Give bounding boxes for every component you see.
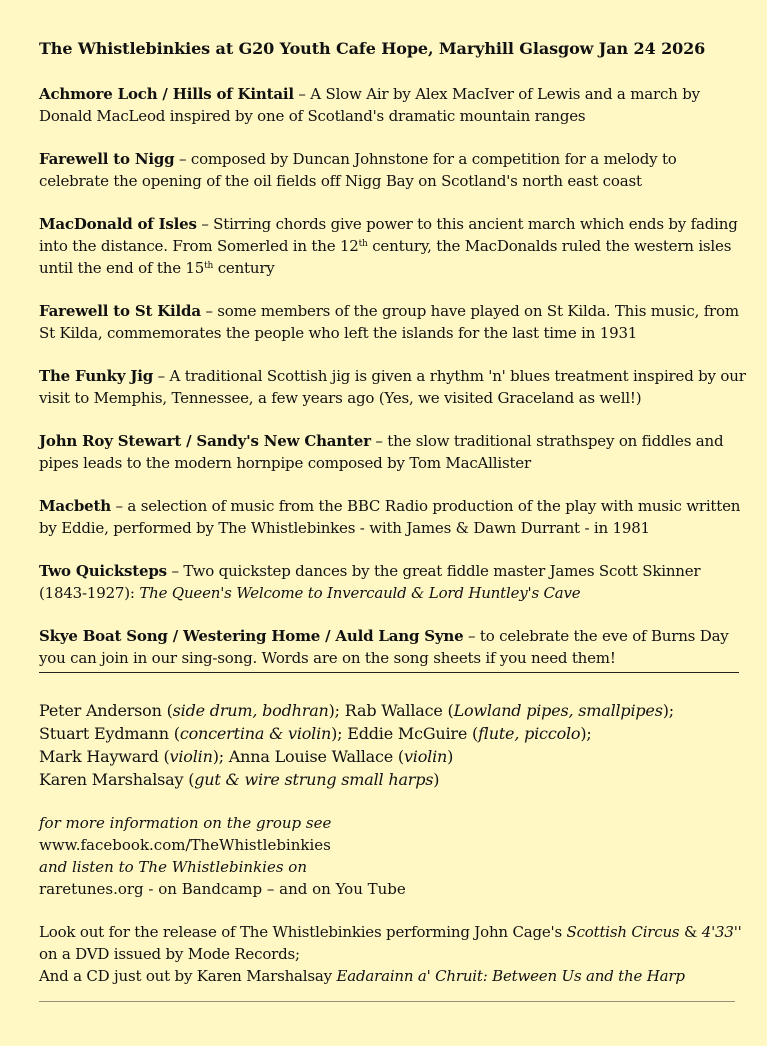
musician-text: ); Anna Louise Wallace ( — [212, 747, 404, 766]
piece-description: – to celebrate the eve of Burns Day you can join in our sing-song. Words are on the song sheets if you need them! — [39, 627, 729, 667]
piece-description: – A Slow Air by Alex MacIver of Lewis and a march by Donald MacLeod inspired by one of Scotland's dramatic mountain ranges — [39, 85, 700, 125]
musician-line — [39, 722, 747, 745]
piece-name: Macbeth — [39, 497, 111, 515]
work-title: Scottish Circus — [566, 923, 680, 941]
musician-line — [39, 768, 747, 791]
piece-funky-jig — [39, 365, 747, 409]
musician-text: Peter Anderson ( — [39, 701, 173, 720]
instrument: Lowland pipes, smallpipes — [453, 701, 663, 720]
piece-description: – Two quickstep dances by the great fiddle master James Scott Skinner (1843-1927): — [39, 562, 701, 602]
piece-john-roy-stewart — [39, 430, 747, 474]
musician-line — [39, 745, 747, 768]
release-cd — [39, 965, 747, 987]
musician-list — [39, 699, 747, 791]
musician-text: Mark Hayward ( — [39, 747, 170, 766]
release-dvd — [39, 921, 747, 965]
piece-name: Farewell to Nigg — [39, 150, 175, 168]
musician-text: Stuart Eydmann ( — [39, 724, 180, 743]
musician-text: ); — [580, 724, 592, 743]
listen-intro: and listen to The Whistlebinkies on — [39, 858, 307, 876]
piece-list — [39, 83, 747, 669]
piece-description: – some members of the group have played on St Kilda. This music, from St Kilda, commemorates the people who left the islands for the last time in 1931 — [39, 302, 739, 342]
piece-farewell-to-st-kilda — [39, 300, 747, 344]
piece-two-quicksteps — [39, 560, 747, 604]
piece-description: – composed by Duncan Johnstone for a competition for a melody to celebrate the opening of the oil fields off Nigg Bay on Scotland's north east coast — [39, 150, 677, 190]
more-info — [39, 812, 747, 900]
release-text: And a CD just out by Karen Marshalsay — [39, 967, 337, 985]
piece-description-end: century — [213, 259, 275, 277]
piece-description: – Stirring chords give power to this ancient march which ends by fading into the distance. From Somerled in the 12 — [39, 215, 738, 255]
musician-text: ) — [433, 770, 440, 789]
work-title: 4'33'' — [701, 923, 742, 941]
instrument: gut & wire strung small harps — [194, 770, 434, 789]
piece-achmore-loch — [39, 83, 747, 127]
instrument: flute, piccolo — [478, 724, 581, 743]
release-text: on a DVD issued by Mode Records; — [39, 945, 300, 963]
piece-description: – the slow traditional strathspey on fiddles and pipes leads to the modern hornpipe composed by Tom MacAllister — [39, 432, 724, 472]
info-intro: for more information on the group see — [39, 814, 332, 832]
musician-text: Karen Marshalsay ( — [39, 770, 195, 789]
musician-text: ) — [447, 747, 454, 766]
release-text: & — [679, 923, 702, 941]
piece-name: Farewell to St Kilda — [39, 302, 201, 320]
piece-description-cont: century, the MacDonalds ruled the western isles until the end of the 15 — [39, 237, 732, 277]
superscript: th — [358, 239, 368, 249]
instrument: violin — [169, 747, 213, 766]
superscript: th — [204, 261, 214, 271]
piece-farewell-to-nigg — [39, 148, 747, 192]
piece-macdonald-of-isles — [39, 213, 747, 279]
piece-name: MacDonald of Isles — [39, 215, 197, 233]
piece-name: The Funky Jig — [39, 367, 154, 385]
piece-skye-boat-song — [39, 625, 747, 669]
release-notice — [39, 921, 747, 987]
piece-macbeth — [39, 495, 747, 539]
piece-titles: The Queen's Welcome to Invercauld & Lord Huntley's Cave — [139, 584, 581, 602]
bottom-divider — [39, 1001, 735, 1003]
listen-links[interactable]: raretunes.org - on Bandcamp – and on You Tube — [39, 880, 406, 898]
piece-description: – A traditional Scottish jig is given a rhythm 'n' blues treatment inspired by our visit to Memphis, Tennessee, a few years ago (Yes, we visited Graceland as well!) — [39, 367, 746, 407]
instrument: violin — [403, 747, 448, 766]
piece-name: Achmore Loch / Hills of Kintail — [39, 85, 294, 103]
divider — [39, 672, 739, 674]
release-text: Look out for the release of The Whistlebinkies performing John Cage's — [39, 923, 567, 941]
musician-text: ); Rab Wallace ( — [328, 701, 454, 720]
musician-text: ); Eddie McGuire ( — [331, 724, 479, 743]
musician-text: ); — [662, 701, 674, 720]
piece-description: – a selection of music from the BBC Radio production of the play with music written by Eddie, performed by The Whistlebinkes - with James & Dawn Durrant - in 1981 — [39, 497, 741, 537]
instrument: side drum, bodhran — [172, 701, 329, 720]
album-title: Eadarainn a' Chruit: Between Us and the Harp — [336, 967, 685, 985]
piece-name: John Roy Stewart / Sandy's New Chanter — [39, 432, 371, 450]
piece-name: Two Quicksteps — [39, 562, 167, 580]
musician-line — [39, 699, 747, 722]
instrument: concertina & violin — [179, 724, 332, 743]
facebook-link[interactable]: www.facebook.com/TheWhistlebinkies — [39, 836, 331, 854]
piece-name: Skye Boat Song / Westering Home / Auld Lang Syne — [39, 627, 464, 645]
page-title: The Whistlebinkies at G20 Youth Cafe Hope, Maryhill Glasgow Jan 24 2026 — [39, 39, 706, 58]
